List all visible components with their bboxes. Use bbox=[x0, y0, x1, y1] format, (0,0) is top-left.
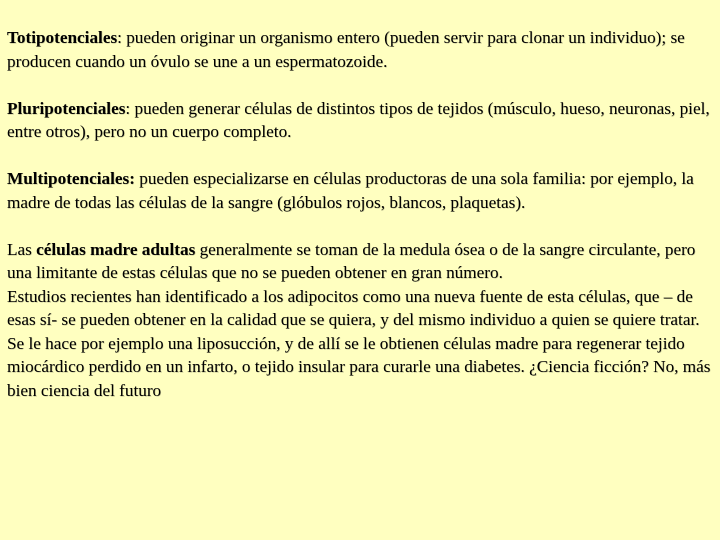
definition-pluripotenciales: : pueden generar células de distintos tipos de tejidos (músculo, hueso, neuronas, piel, entre otros), pero no un cuerpo completo. bbox=[7, 98, 710, 141]
paragraph-totipotenciales bbox=[7, 26, 713, 73]
term-pluripotenciales: Pluripotenciales bbox=[7, 98, 126, 118]
paragraph-pluripotenciales bbox=[7, 97, 713, 144]
intro-text: Las bbox=[7, 239, 37, 259]
term-celulas-madre-adultas: células madre adultas bbox=[36, 239, 196, 259]
paragraph-spacer bbox=[7, 144, 713, 168]
definition-celulas-madre-adultas: generalmente se toman de la medula ósea o de la sangre circulante, pero una limitante de estas células que no se pueden obtener en gran número. bbox=[7, 239, 696, 282]
definition-multipotenciales: pueden especializarse en células productoras de una sola familia: por ejemplo, la madre de todas las células de la sangre (glóbulos rojos, blancos, plaquetas). bbox=[7, 169, 694, 212]
term-totipotenciales: Totipotenciales bbox=[7, 28, 118, 47]
paragraph-spacer bbox=[7, 73, 713, 97]
paragraph-estudios-recientes bbox=[7, 285, 713, 403]
slide-content bbox=[7, 26, 713, 402]
term-multipotenciales: Multipotenciales: bbox=[7, 169, 135, 188]
studies-text: Estudios recientes han identificado a los adipocitos como una nueva fuente de esta células, que – de esas sí- se pueden obtener en la calidad que se quiera, y del mismo individuo a quien se quiere tratar. Se le hace por ejemplo una liposucción, y de allí se le obtienen células madre para regenerar tejido miocárdico perdido en un infarto, o tejido insular para curarle una diabetes. ¿Ciencia ficción? No, más bien ciencia del futuro bbox=[7, 286, 711, 400]
paragraph-celulas-madre-adultas bbox=[7, 238, 713, 285]
paragraph-multipotenciales bbox=[7, 167, 713, 214]
definition-totipotenciales: : pueden originar un organismo entero (pueden servir para clonar un individuo); se producen cuando un óvulo se une a un espermatozoide. bbox=[7, 28, 685, 71]
paragraph-spacer bbox=[7, 214, 713, 238]
